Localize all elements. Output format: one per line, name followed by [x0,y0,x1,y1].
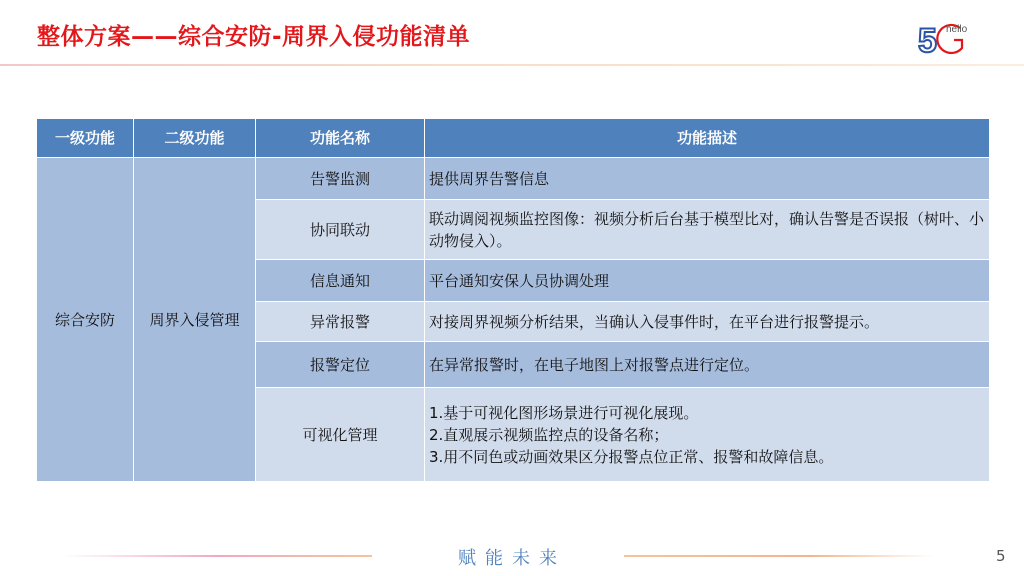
header-level1: 一级功能 [37,119,134,158]
footer-slogan: 赋能未来 [458,548,566,569]
function-desc-cell [425,388,990,482]
footer-divider-left [62,555,372,557]
function-desc-cell: 联动调阅视频监控图像：视频分析后台基于模型比对，确认告警是否误报（树叶、小动物侵入）。 [425,200,990,260]
table-header-row [37,119,990,158]
header-function-name: 功能名称 [256,119,425,158]
brand-logo [916,18,980,58]
logo-text: hello [946,24,968,35]
level2-cell: 周界入侵管理 [134,158,256,482]
header-function-desc: 功能描述 [425,119,990,158]
page-number: 5 [996,547,1006,565]
desc-line: 1.基于可视化图形场景进行可视化展现。 [429,403,699,422]
function-desc-cell: 提供周界告警信息 [425,158,990,200]
function-name-cell: 报警定位 [256,342,425,388]
function-desc-cell: 平台通知安保人员协调处理 [425,260,990,302]
function-name-cell: 告警监测 [256,158,425,200]
function-desc-cell: 对接周界视频分析结果，当确认入侵事件时，在平台进行报警提示。 [425,302,990,342]
function-name-cell: 可视化管理 [256,388,425,482]
page-title: 整体方案——综合安防-周界入侵功能清单 [37,24,471,50]
function-desc-cell: 在异常报警时，在电子地图上对报警点进行定位。 [425,342,990,388]
function-name-cell: 信息通知 [256,260,425,302]
table-row [37,158,990,200]
function-table [36,118,990,482]
function-name-cell: 异常报警 [256,302,425,342]
desc-line: 2.直观展示视频监控点的设备名称； [429,425,669,444]
desc-line: 3.用不同色或动画效果区分报警点位正常、报警和故障信息。 [429,447,834,466]
footer-divider-right [624,555,934,557]
level1-cell: 综合安防 [37,158,134,482]
function-name-cell: 协同联动 [256,200,425,260]
title-divider [0,64,1024,66]
svg-text:5: 5 [918,22,937,58]
header-level2: 二级功能 [134,119,256,158]
